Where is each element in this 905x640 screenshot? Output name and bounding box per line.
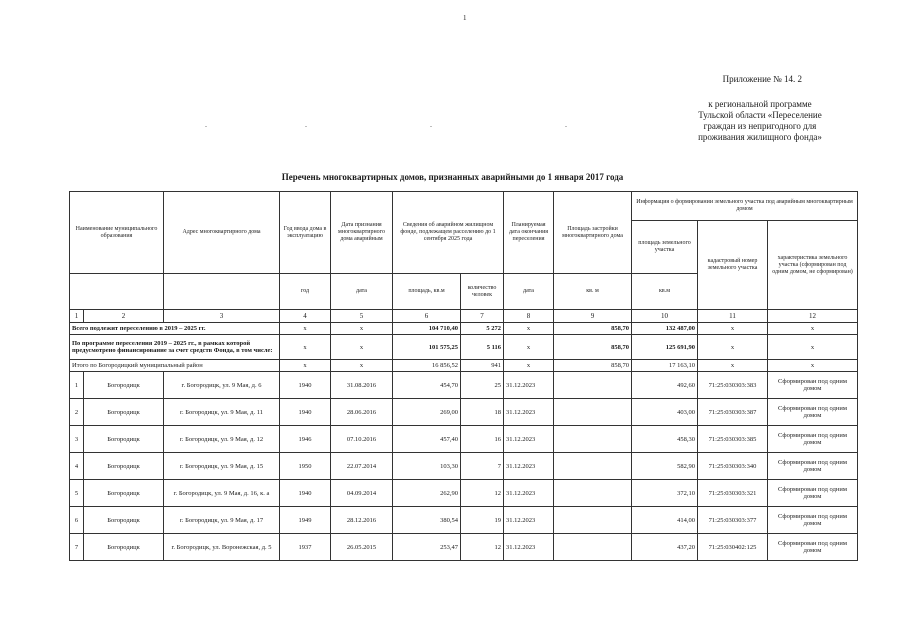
row-land: 492,60 bbox=[632, 372, 698, 399]
summary-char: x bbox=[768, 323, 858, 335]
row-end-date: 31.12.2023 bbox=[504, 480, 554, 507]
col-index: 10 bbox=[632, 310, 698, 323]
summary-area: 16 856,52 bbox=[393, 360, 461, 372]
header-emergency-date: Дата признания многоквартирного дома аварийным bbox=[331, 192, 393, 274]
scan-artifact: . bbox=[305, 120, 307, 129]
row-date: 28.12.2016 bbox=[331, 507, 393, 534]
summary-char: x bbox=[768, 335, 858, 360]
unit-empty bbox=[164, 274, 280, 310]
row-land-char: Сформирован под одним домом bbox=[768, 453, 858, 480]
row-land: 458,30 bbox=[632, 426, 698, 453]
summary-built: 858,70 bbox=[554, 360, 632, 372]
col-index: 12 bbox=[768, 310, 858, 323]
row-date: 31.08.2016 bbox=[331, 372, 393, 399]
row-area: 103,30 bbox=[393, 453, 461, 480]
row-land: 437,20 bbox=[632, 534, 698, 561]
header-end-date: Планируемая дата окончания переселения bbox=[504, 192, 554, 274]
summary-land: 17 163,10 bbox=[632, 360, 698, 372]
row-year: 1949 bbox=[280, 507, 331, 534]
unit-people: количество человек bbox=[461, 274, 504, 310]
summary-label: Итого по Богородицкий муниципальный район bbox=[70, 360, 280, 372]
summary-row-total bbox=[70, 323, 858, 335]
row-land-char: Сформирован под одним домом bbox=[768, 507, 858, 534]
row-land-char: Сформирован под одним домом bbox=[768, 372, 858, 399]
unit-date: дата bbox=[331, 274, 393, 310]
summary-row-district bbox=[70, 360, 858, 372]
row-municipality: Богородицк bbox=[84, 507, 164, 534]
row-number: 6 bbox=[70, 507, 84, 534]
row-municipality: Богородицк bbox=[84, 453, 164, 480]
row-cadastral: 71:25:030303:385 bbox=[698, 426, 768, 453]
row-municipality: Богородицк bbox=[84, 426, 164, 453]
summary-built: 858,70 bbox=[554, 323, 632, 335]
header-land-char: характеристика земельного участка (сформирован под одним домом, не сформирован) bbox=[768, 221, 858, 310]
row-end-date: 31.12.2023 bbox=[504, 453, 554, 480]
houses-table bbox=[69, 191, 858, 561]
row-built bbox=[554, 534, 632, 561]
row-people: 7 bbox=[461, 453, 504, 480]
summary-end: x bbox=[504, 335, 554, 360]
unit-sqm: кв. м bbox=[554, 274, 632, 310]
row-people: 25 bbox=[461, 372, 504, 399]
col-index: 6 bbox=[393, 310, 461, 323]
col-index: 7 bbox=[461, 310, 504, 323]
summary-land: 125 691,90 bbox=[632, 335, 698, 360]
row-cadastral: 71:25:030402:125 bbox=[698, 534, 768, 561]
row-number: 4 bbox=[70, 453, 84, 480]
table-row bbox=[70, 372, 858, 399]
summary-end: x bbox=[504, 323, 554, 335]
row-date: 28.06.2016 bbox=[331, 399, 393, 426]
summary-people: 5 116 bbox=[461, 335, 504, 360]
row-end-date: 31.12.2023 bbox=[504, 507, 554, 534]
summary-date: x bbox=[331, 360, 393, 372]
row-area: 457,40 bbox=[393, 426, 461, 453]
row-municipality: Богородицк bbox=[84, 534, 164, 561]
row-built bbox=[554, 507, 632, 534]
summary-land: 132 487,00 bbox=[632, 323, 698, 335]
col-index: 11 bbox=[698, 310, 768, 323]
header-built-area: Площадь застройки многоквартирного дома bbox=[554, 192, 632, 274]
column-index-row bbox=[70, 310, 858, 323]
header-row-top bbox=[70, 192, 858, 221]
row-year: 1940 bbox=[280, 372, 331, 399]
summary-label: Всего подлежит переселению в 2019 – 2025 гг. bbox=[70, 323, 280, 335]
col-index: 3 bbox=[164, 310, 280, 323]
row-land: 372,10 bbox=[632, 480, 698, 507]
row-address: г. Богородицк, ул. 9 Мая, д. 17 bbox=[164, 507, 280, 534]
row-address: г. Богородицк, ул. 9 Мая, д. 12 bbox=[164, 426, 280, 453]
row-municipality: Богородицк bbox=[84, 372, 164, 399]
row-number: 7 bbox=[70, 534, 84, 561]
row-people: 16 bbox=[461, 426, 504, 453]
summary-year: x bbox=[280, 335, 331, 360]
summary-date: x bbox=[331, 323, 393, 335]
row-date: 04.09.2014 bbox=[331, 480, 393, 507]
summary-row-program bbox=[70, 335, 858, 360]
row-cadastral: 71:25:030303:383 bbox=[698, 372, 768, 399]
table-row bbox=[70, 399, 858, 426]
table-row bbox=[70, 507, 858, 534]
row-land-char: Сформирован под одним домом bbox=[768, 426, 858, 453]
col-index: 5 bbox=[331, 310, 393, 323]
row-people: 18 bbox=[461, 399, 504, 426]
row-land: 403,00 bbox=[632, 399, 698, 426]
row-built bbox=[554, 426, 632, 453]
row-land-char: Сформирован под одним домом bbox=[768, 399, 858, 426]
summary-cad: x bbox=[698, 323, 768, 335]
table-row bbox=[70, 453, 858, 480]
row-land-char: Сформирован под одним домом bbox=[768, 480, 858, 507]
header-land-info: Информация о формировании земельного участка под аварийным многоквартирным домом bbox=[632, 192, 858, 221]
unit-year: год bbox=[280, 274, 331, 310]
row-year: 1940 bbox=[280, 480, 331, 507]
summary-date: x bbox=[331, 335, 393, 360]
summary-year: x bbox=[280, 360, 331, 372]
table-row bbox=[70, 480, 858, 507]
table-row bbox=[70, 426, 858, 453]
row-cadastral: 71:25:030303:340 bbox=[698, 453, 768, 480]
appendix-block bbox=[690, 74, 830, 143]
row-year: 1946 bbox=[280, 426, 331, 453]
row-date: 07.10.2016 bbox=[331, 426, 393, 453]
row-cadastral: 71:25:030303:377 bbox=[698, 507, 768, 534]
appendix-number: Приложение № 14. 2 bbox=[722, 74, 802, 84]
row-built bbox=[554, 480, 632, 507]
header-municipality: Наименование муниципального образования bbox=[70, 192, 164, 274]
row-end-date: 31.12.2023 bbox=[504, 426, 554, 453]
header-year: Год ввода дома в эксплуатацию bbox=[280, 192, 331, 274]
col-index: 1 bbox=[70, 310, 84, 323]
summary-label: По программе переселения 2019 – 2025 гг., в рамках которой предусмотрено финансирование за счет средств Фонда, в том числе: bbox=[70, 335, 280, 360]
row-address: г. Богородицк, ул. 9 Мая, д. 11 bbox=[164, 399, 280, 426]
row-number: 2 bbox=[70, 399, 84, 426]
header-fund-info: Сведения об аварийном жилищном фонде, подлежащем расселению до 1 сентября 2025 года bbox=[393, 192, 504, 274]
row-built bbox=[554, 453, 632, 480]
row-built bbox=[554, 399, 632, 426]
row-built bbox=[554, 372, 632, 399]
row-year: 1950 bbox=[280, 453, 331, 480]
summary-area: 104 710,40 bbox=[393, 323, 461, 335]
unit-date2: дата bbox=[504, 274, 554, 310]
row-area: 269,00 bbox=[393, 399, 461, 426]
summary-people: 941 bbox=[461, 360, 504, 372]
row-end-date: 31.12.2023 bbox=[504, 534, 554, 561]
row-municipality: Богородицк bbox=[84, 399, 164, 426]
row-end-date: 31.12.2023 bbox=[504, 372, 554, 399]
row-cadastral: 71:25:030303:321 bbox=[698, 480, 768, 507]
row-number: 1 bbox=[70, 372, 84, 399]
summary-end: x bbox=[504, 360, 554, 372]
unit-area: площадь, кв.м bbox=[393, 274, 461, 310]
row-land: 582,90 bbox=[632, 453, 698, 480]
scan-artifact: . bbox=[205, 120, 207, 129]
page-number: 1 bbox=[463, 14, 467, 22]
document-title: Перечень многоквартирных домов, признанных аварийными до 1 января 2017 года bbox=[281, 172, 624, 182]
row-area: 262,90 bbox=[393, 480, 461, 507]
unit-empty bbox=[70, 274, 164, 310]
row-number: 3 bbox=[70, 426, 84, 453]
row-end-date: 31.12.2023 bbox=[504, 399, 554, 426]
row-year: 1940 bbox=[280, 399, 331, 426]
row-municipality: Богородицк bbox=[84, 480, 164, 507]
row-date: 22.07.2014 bbox=[331, 453, 393, 480]
row-people: 12 bbox=[461, 534, 504, 561]
header-address: Адрес многоквартирного дома bbox=[164, 192, 280, 274]
summary-area: 101 575,25 bbox=[393, 335, 461, 360]
row-land-char: Сформирован под одним домом bbox=[768, 534, 858, 561]
row-land: 414,00 bbox=[632, 507, 698, 534]
appendix-text: к региональной программе Тульской области «Переселение граждан из непригодного для проживания жилищного фонда» bbox=[698, 99, 822, 142]
summary-year: x bbox=[280, 323, 331, 335]
row-number: 5 bbox=[70, 480, 84, 507]
col-index: 4 bbox=[280, 310, 331, 323]
unit-sqm2: кв.м bbox=[632, 274, 698, 310]
row-area: 380,54 bbox=[393, 507, 461, 534]
row-address: г. Богородицк, ул. 9 Мая, д. 15 bbox=[164, 453, 280, 480]
col-index: 2 bbox=[84, 310, 164, 323]
table-row bbox=[70, 534, 858, 561]
row-date: 26.05.2015 bbox=[331, 534, 393, 561]
row-area: 454,70 bbox=[393, 372, 461, 399]
summary-built: 858,70 bbox=[554, 335, 632, 360]
row-area: 253,47 bbox=[393, 534, 461, 561]
header-cadastral: кадастровый номер земельного участка bbox=[698, 221, 768, 310]
row-people: 12 bbox=[461, 480, 504, 507]
row-cadastral: 71:25:030303:387 bbox=[698, 399, 768, 426]
row-people: 19 bbox=[461, 507, 504, 534]
summary-people: 5 272 bbox=[461, 323, 504, 335]
col-index: 9 bbox=[554, 310, 632, 323]
summary-cad: x bbox=[698, 335, 768, 360]
scan-artifact: . bbox=[430, 120, 432, 129]
summary-char: x bbox=[768, 360, 858, 372]
row-address: г. Богородицк, ул. 9 Мая, д. 6 bbox=[164, 372, 280, 399]
row-address: г. Богородицк, ул. 9 Мая, д. 16, к. а bbox=[164, 480, 280, 507]
row-year: 1937 bbox=[280, 534, 331, 561]
row-address: г. Богородицк, ул. Воронежская, д. 5 bbox=[164, 534, 280, 561]
summary-cad: x bbox=[698, 360, 768, 372]
scan-artifact: . bbox=[565, 120, 567, 129]
header-land-area: площадь земельного участка bbox=[632, 221, 698, 274]
col-index: 8 bbox=[504, 310, 554, 323]
